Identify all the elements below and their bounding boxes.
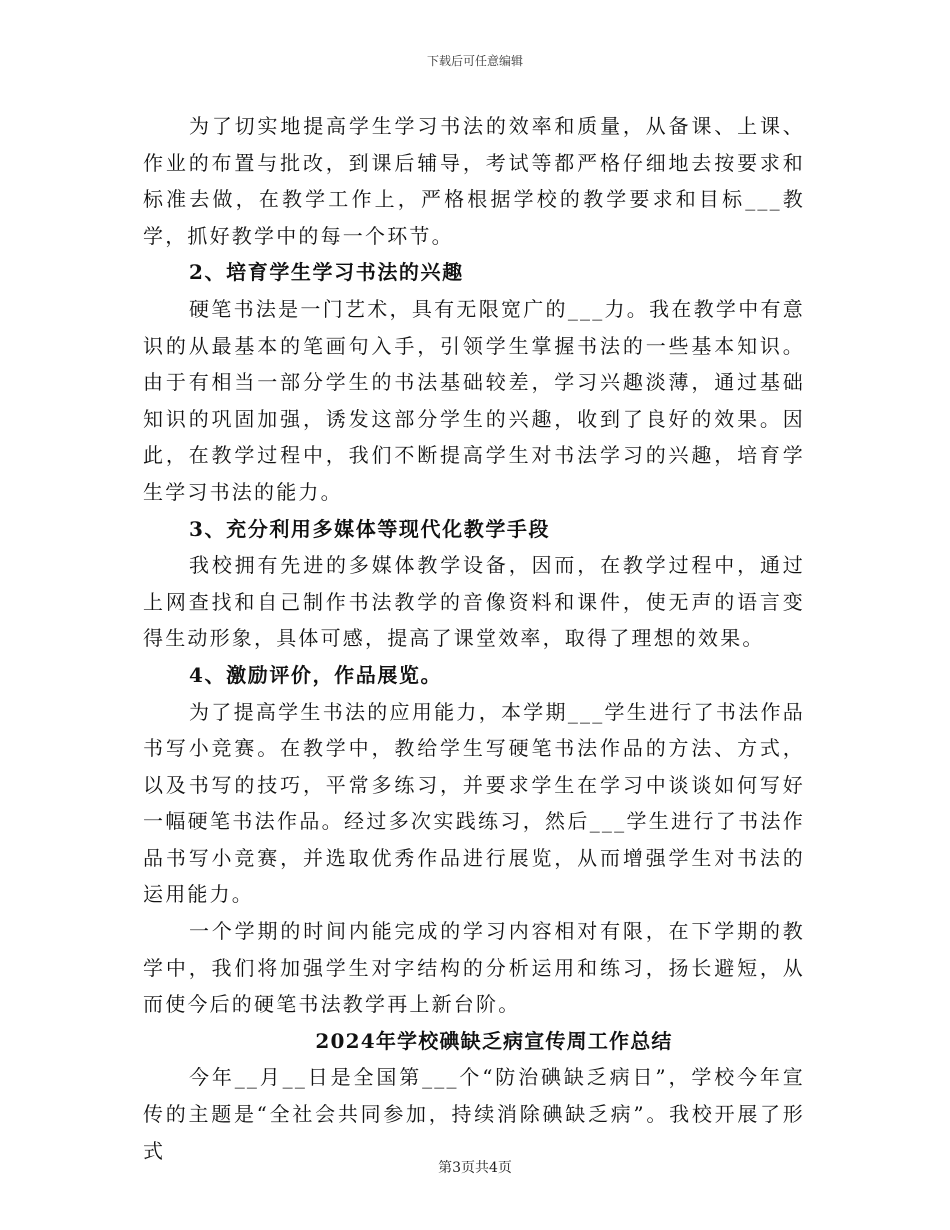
page-footer: 第3页共4页 <box>438 1160 512 1176</box>
section-heading: 2、培育学生学习书法的兴趣 <box>189 260 464 285</box>
paragraph: 为了切实地提高学生学习书法的效率和质量，从备课、上课、作业的布置与批改，到课后辅导，考试等都严格仔细地去按要求和标准去做，在教学工作上，严格根据学校的教学要求和目标___教学，抓好教学中的每一个环节。 <box>143 114 805 248</box>
article-title: 2024年学校碘缺乏病宣传周工作总结 <box>315 1028 673 1053</box>
paragraph: 今年__月__日是全国第___个“防治碘缺乏病日”，学校今年宣传的主题是“全社会共同参加，持续消除碘缺乏病”。我校开展了形式 <box>143 1065 805 1163</box>
section-heading: 3、充分利用多媒体等现代化教学手段 <box>189 516 551 541</box>
page-header: 下载后可任意编辑 <box>426 54 523 68</box>
document-body <box>143 108 805 1169</box>
paragraph: 硬笔书法是一门艺术，具有无限宽广的___力。我在教学中有意识的从最基本的笔画句入手，引领学生掌握书法的一些基本知识。由于有相当一部分学生的书法基础较差，学习兴趣淡薄，通过基础知识的巩固加强，诱发这部分学生的兴趣，收到了良好的效果。因此，在教学过程中，我们不断提高学生对书法学习的兴趣，培育学生学习书法的能力。 <box>143 296 805 504</box>
section-heading: 4、激励评价，作品展览。 <box>189 662 443 687</box>
paragraph: 我校拥有先进的多媒体教学设备，因而，在教学过程中，通过上网查找和自己制作书法教学的音像资料和课件，使无声的语言变得生动形象，具体可感，提高了课堂效率，取得了理想的效果。 <box>143 553 805 651</box>
paragraph: 一个学期的时间内能完成的学习内容相对有限，在下学期的教学中，我们将加强学生对字结构的分析运用和练习，扬长避短，从而使今后的硬笔书法教学再上新台阶。 <box>143 919 805 1017</box>
paragraph: 为了提高学生书法的应用能力，本学期___学生进行了书法作品书写小竞赛。在教学中，教给学生写硬笔书法作品的方法、方式，以及书写的技巧，平常多练习，并要求学生在学习中谈谈如何写好一幅硬笔书法作品。经过多次实践练习，然后___学生进行了书法作品书写小竞赛，并选取优秀作品进行展览，从而增强学生对书法的运用能力。 <box>143 699 805 907</box>
